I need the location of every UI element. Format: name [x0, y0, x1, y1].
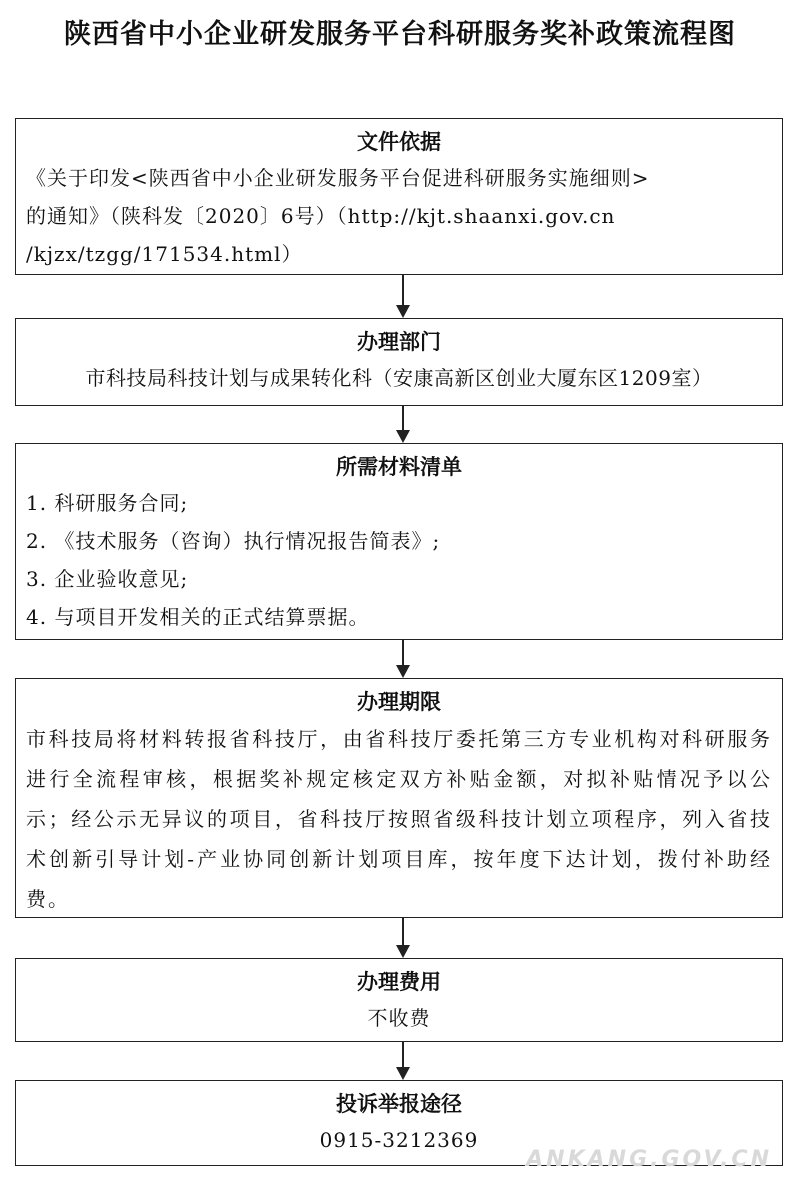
watermark: ANKANG.GOV.CN [526, 1147, 772, 1172]
flow-arrow-icon [393, 1042, 413, 1080]
step-document-basis [15, 118, 783, 275]
material-item: 3. 企业验收意见; [26, 567, 189, 591]
step-heading: 办理期限 [357, 690, 441, 714]
step-heading: 办理部门 [357, 330, 441, 354]
flow-arrow-icon [393, 640, 413, 678]
step-department [15, 318, 783, 406]
material-item: 2. 《技术服务（咨询）执行情况报告简表》; [26, 529, 441, 553]
processing-text: 市科技局将材料转报省科技厅，由省科技厅委托第三方专业机构对科研服务进行全流程审核，根据奖补规定核定双方补贴金额，对拟补贴情况予以公示；经公示无异议的项目，省科技厅按照省级科技计划立项程序，列入省技术创新引导计划-产业协同创新计划项目库，按年度下达计划，拨付补助经费。 [26, 727, 772, 911]
flow-arrow-icon [393, 918, 413, 958]
complaint-phone: 0915-3212369 [319, 1128, 479, 1152]
page-title: 陕西省中小企业研发服务平台科研服务奖补政策流程图 [64, 19, 736, 50]
step-processing-period [15, 678, 783, 918]
material-item: 4. 与项目开发相关的正式结算票据。 [26, 605, 370, 629]
document-line: 的通知》（陕科发〔2020〕6号）（http://kjt.shaanxi.gov.cn [26, 204, 616, 228]
document-line: 《关于印发<陕西省中小企业研发服务平台促进科研服务实施细则> [26, 166, 650, 190]
flow-arrow-icon [393, 275, 413, 318]
step-heading: 投诉举报途径 [336, 1092, 462, 1116]
step-materials-list [15, 443, 783, 640]
material-item: 1. 科研服务合同; [26, 491, 189, 515]
fee-text: 不收费 [367, 1006, 431, 1030]
step-heading: 所需材料清单 [336, 455, 462, 479]
step-fee [15, 958, 783, 1042]
step-heading: 文件依据 [357, 130, 441, 154]
step-heading: 办理费用 [357, 970, 441, 994]
document-line: /kjzx/tzgg/171534.html） [26, 242, 303, 266]
flow-arrow-icon [393, 406, 413, 443]
department-text: 市科技局科技计划与成果转化科（安康高新区创业大厦东区1209室） [85, 366, 713, 390]
